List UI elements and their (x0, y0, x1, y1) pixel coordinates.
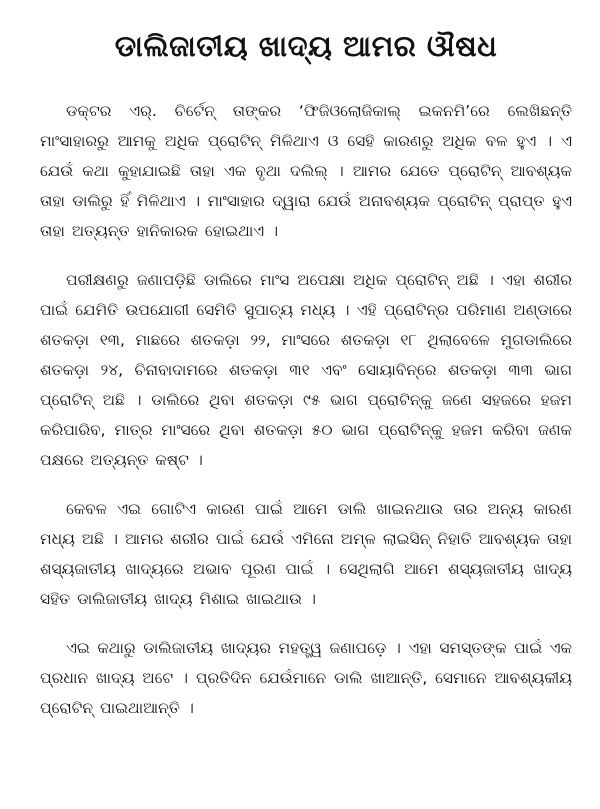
paragraph-4: ଏଇ କଥାରୁ ଡାଲିଜାତୀୟ ଖାଦ୍ୟର ମହତ୍ତ୍ୱ ଜଣାପଡ଼େ । ଏହା ସମସ୍ତଙ୍କ ପାଇଁ ଏକ ପ୍ରଧାନ ଖାଦ୍ୟ ଅଟେ । ପ୍ରତିଦିନ ଯେଉଁମାନେ ଡାଲି ଖାଆନ୍ତି, ସେମାନେ ଆବଶ୍ୟକୀୟ ପ୍ରୋଟିନ୍ ପାଇଥାଆନ୍ତି । (40, 639, 572, 717)
paragraph-2: ପରୀକ୍ଷଣରୁ ଜଣାପଡ଼ିଛି ଡାଲିରେ ମାଂସ ଅପେକ୍ଷା ଅଧିକ ପ୍ରୋଟିନ୍ ଅଛି । ଏହା ଶରୀର ପାଇଁ ଯେମିତି ଉପଯୋଗୀ ସେମିତି ସୁପାଚ୍ୟ ମଧ୍ୟ । ଏହି ପ୍ରୋଟିନ୍‌ର ପରିମାଣ ଅଣ୍ଡାରେ ଶତକଡ଼ା ୧୩, ମାଛରେ ଶତକଡ଼ା ୨୨, ମାଂସରେ ଶତକଡ଼ା ୧୮ ଥିଲାବେଳେ ମୁଗଡାଲିରେ ଶତକଡ଼ା ୨୪, ଚିନାବାଦାମରେ ଶତକଡ଼ା ୩୧ ଏବଂ ସୋୟାବିନ୍‌ରେ ଶତକଡ଼ା ୩୩ ଭାଗ ପ୍ରୋଟିନ୍ ଅଛି । ଡାଲିରେ ଥିବା ଶତକଡ଼ା ୯୫ ଭାଗ ପ୍ରୋଟିନ୍‌କୁ ଜଣେ ସହଜରେ ହଜମ କରିପାରିବ, ମାତ୍ର ମାଂସରେ ଥିବା ଶତକଡ଼ା ୫୦ ଭାଗ ପ୍ରୋଟିନ୍‌କୁ ହଜମ କରିବା ଜଣକ ପକ୍ଷରେ ଅତ୍ୟନ୍ତ କଷ୍ଟ । (40, 271, 572, 469)
paragraph-3: କେବଳ ଏଇ ଗୋଟିଏ କାରଣ ପାଇଁ ଆମେ ଡାଲି ଖାଇନଥାଉ ତାର ଅନ୍ୟ କାରଣ ମଧ୍ୟ ଅଛି । ଆମର ଶରୀର ପାଇଁ ଯେଉଁ ଏମିନୋ ଅମ୍ଳ ଲାଇସିନ୍ ନିହାତି ଆବଶ୍ୟକ ତାହା ଶସ୍ୟଜାତୀୟ ଖାଦ୍ୟରେ ଅଭାବ ପୂରଣ ପାଇଁ । ସେଥିଲାଗି ଆମେ ଶସ୍ୟଜାତୀୟ ଖାଦ୍ୟ ସହିତ ଡାଲିଜାତୀୟ ଖାଦ୍ୟ ମିଶାଇ ଖାଇଥାଉ । (40, 500, 572, 608)
document-title: ଡାଲିଜାତୀୟ ଖାଦ୍ୟ ଆମର ଔଷଧ (114, 29, 498, 63)
paragraph-1: ଡକ୍ଟର ଏର୍. ଚିର୍ଟେନ୍ ତାଙ୍କର ‘ଫିଜିଓଲୋଜିକାଲ୍ ଇକନମି’ରେ ଲେଖିଛନ୍ତି ମାଂସାହାରରୁ ଆମକୁ ଅଧିକ ପ୍ରୋଟିନ୍ ମିଳିଥାଏ ଓ ସେହି କାରଣରୁ ଅଧିକ ବଳ ହୁଏ । ଏ ଯେଉଁ କଥା କୁହାଯାଇଛି ତାହା ଏକ ବୃଥା ଦଲିଲ୍ । ଆମର ଯେତେ ପ୍ରୋଟିନ୍ ଆବଶ୍ୟକ ତାହା ଡାଲିରୁ ହିଁ ମିଳିଥାଏ । ମାଂସାହାର ଦ୍ୱାରା ଯେଉଁ ଅନାବଶ୍ୟକ ପ୍ରୋଟିନ୍ ପ୍ରାପ୍ତ ହୁଏ ତାହା ଅତ୍ୟନ୍ତ ହାନିକାରକ ହୋଇଥାଏ । (40, 102, 572, 240)
